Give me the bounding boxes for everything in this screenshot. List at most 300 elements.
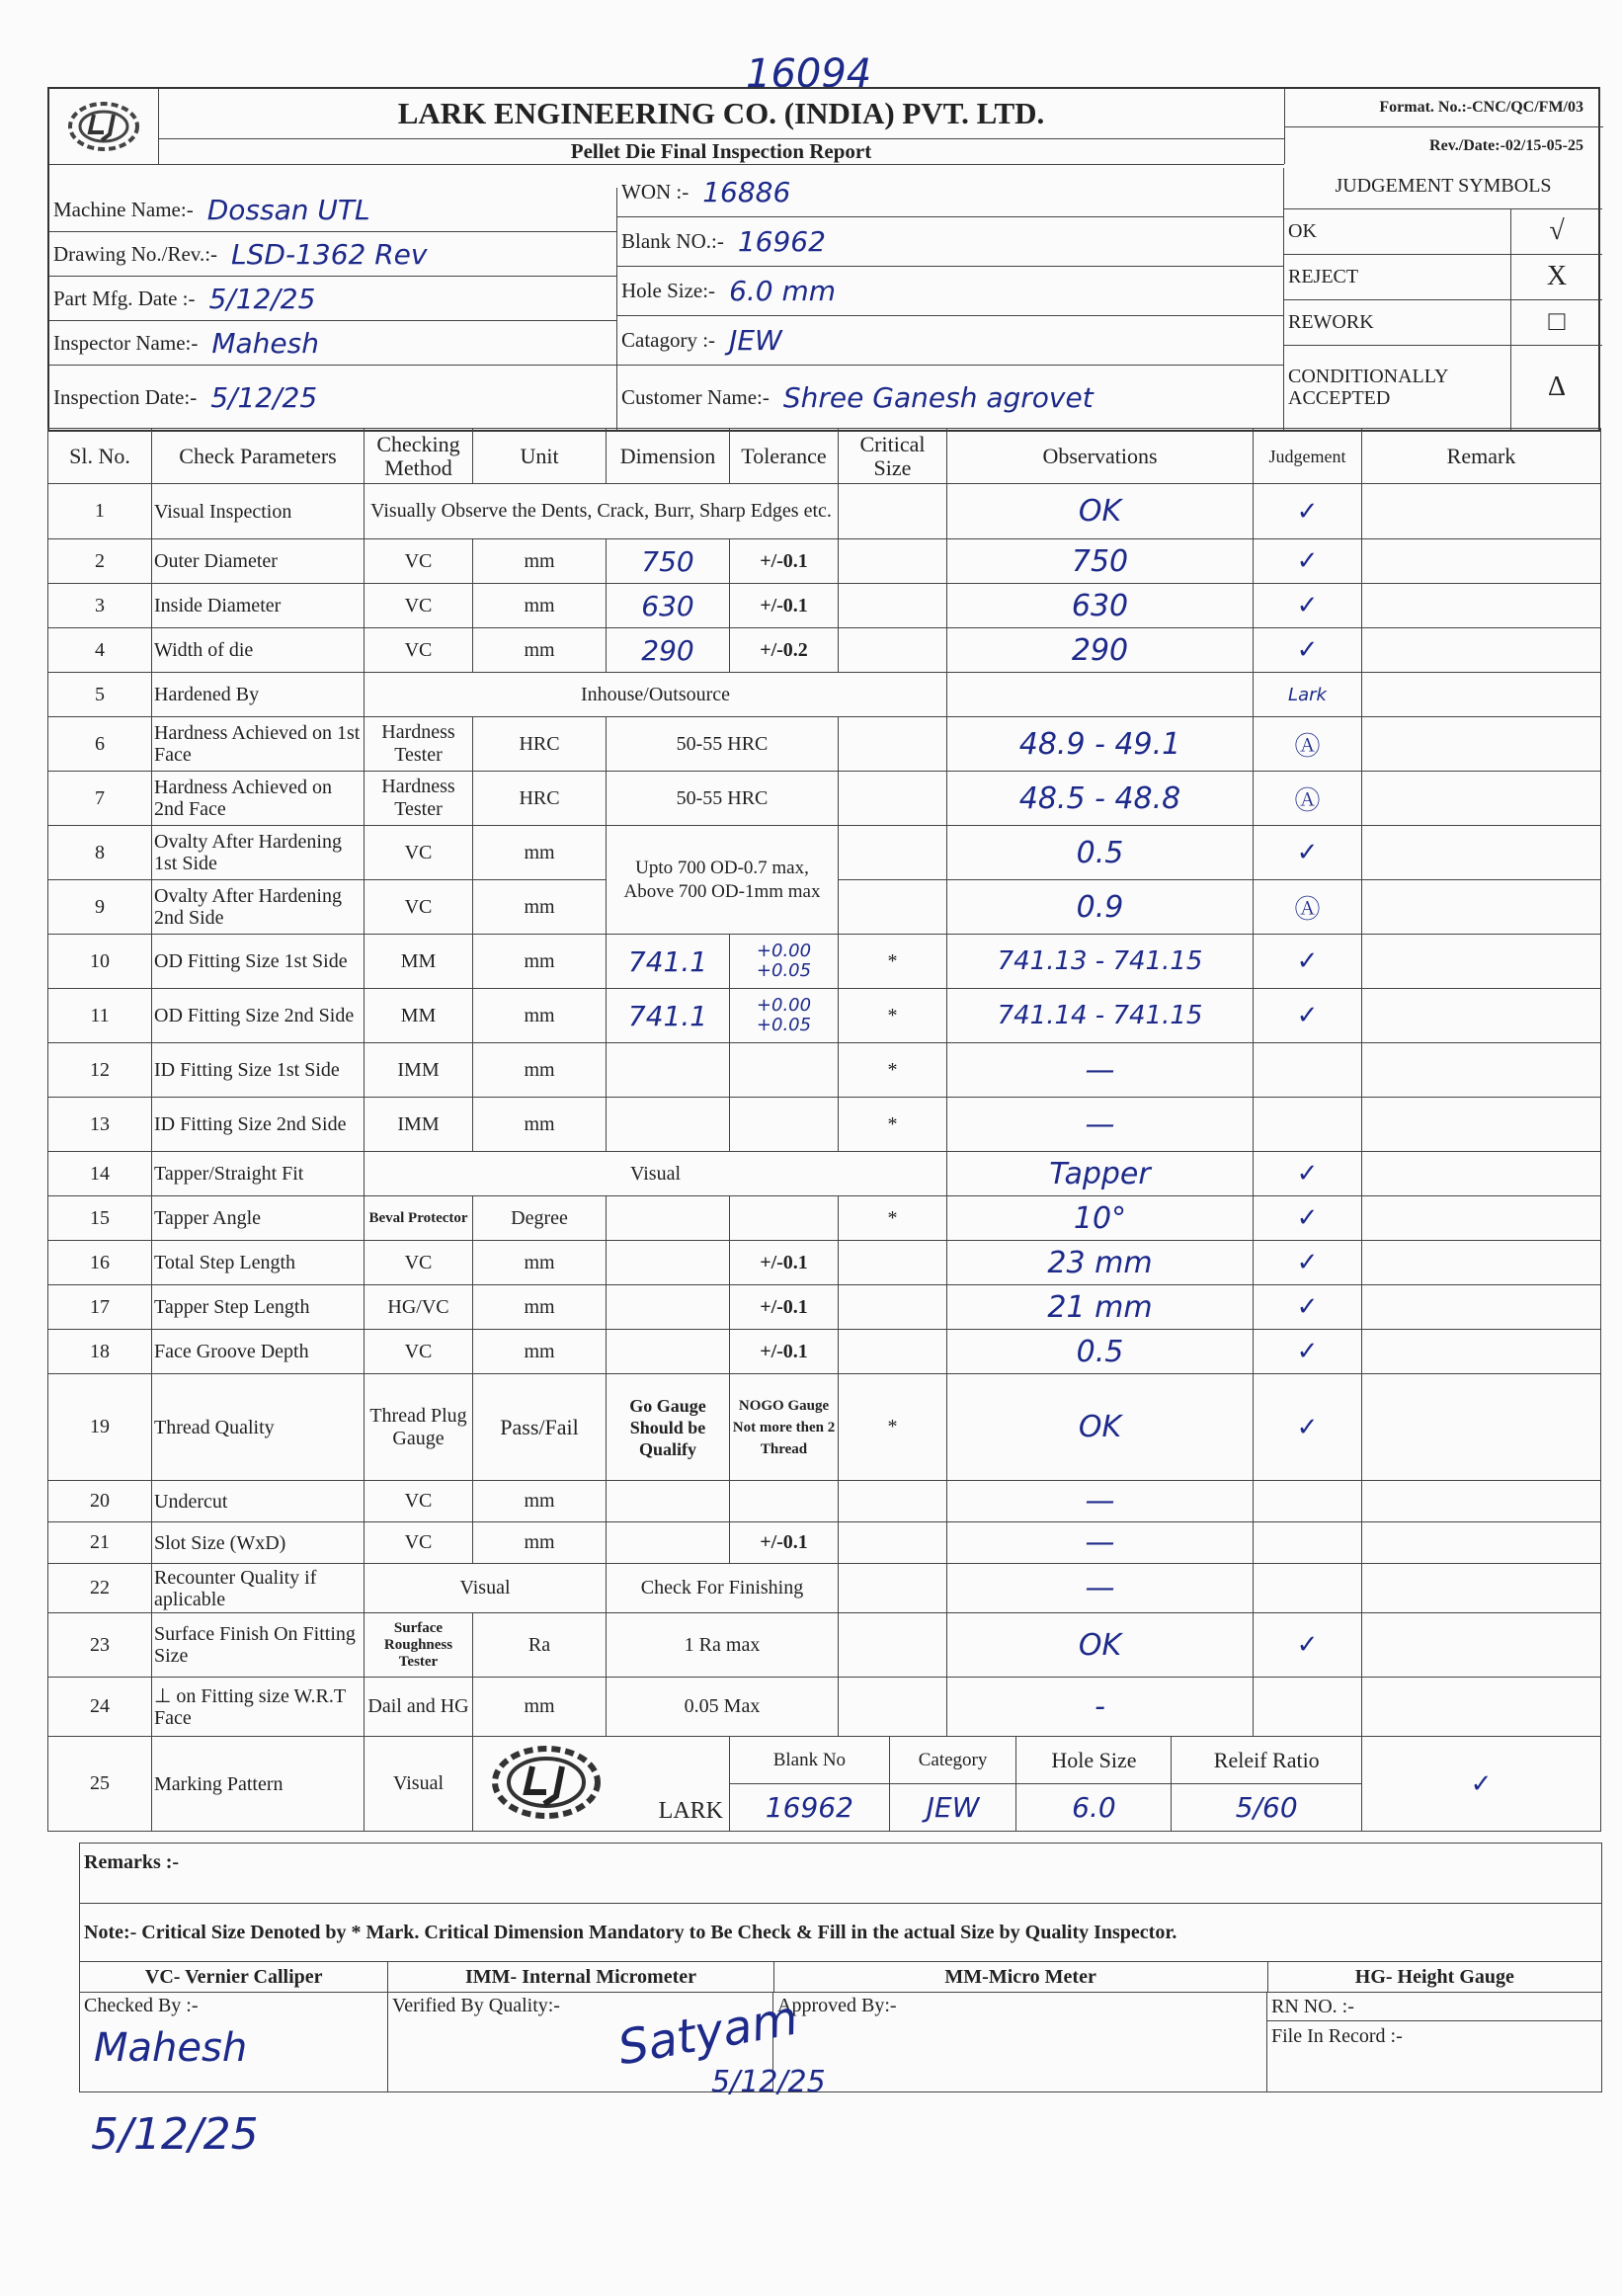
observation[interactable]: 0.9	[947, 880, 1254, 935]
checking-method: Beval Protector	[365, 1196, 473, 1241]
judgement-ok	[1284, 208, 1602, 255]
judgement-mark[interactable]: ✓	[1254, 1613, 1362, 1678]
observation[interactable]: 630	[947, 584, 1254, 628]
observation[interactable]: 21 mm	[947, 1285, 1254, 1330]
sl-no: 19	[48, 1374, 152, 1481]
judgement-mark[interactable]: ✓	[1254, 1285, 1362, 1330]
observation[interactable]: 290	[947, 628, 1254, 673]
marking-pattern-stamp	[473, 1737, 730, 1832]
customer-value[interactable]: Shree Ganesh agrovet	[782, 381, 1094, 414]
checking-method: VC	[365, 539, 473, 584]
sl-no: 5	[48, 673, 152, 717]
tolerance-upper: +0.00	[756, 995, 812, 1016]
unit: mm	[473, 584, 607, 628]
unit: mm	[473, 1481, 607, 1522]
observation[interactable]: 0.5	[947, 826, 1254, 880]
observation[interactable]: OK	[947, 1613, 1254, 1678]
table-header	[48, 429, 1601, 484]
col-check-parameters: Check Parameters	[152, 429, 365, 484]
unit: mm	[473, 1043, 607, 1098]
judgement-mark[interactable]: ✓	[1254, 484, 1362, 539]
abbr-mm: MM-Micro Meter	[774, 1962, 1268, 1992]
checking-method: VC	[365, 1481, 473, 1522]
judgement-mark[interactable]: ✓	[1254, 539, 1362, 584]
remark-cell[interactable]	[1362, 1330, 1601, 1374]
won-value[interactable]: 16886	[702, 176, 791, 208]
check-parameter: Undercut	[152, 1481, 365, 1522]
remark-cell[interactable]	[1362, 1481, 1601, 1522]
remarks-row	[80, 1843, 1601, 1903]
checking-method: Visual	[365, 1564, 607, 1613]
unit: mm	[473, 539, 607, 584]
remark-cell[interactable]	[1362, 1613, 1601, 1678]
judgement-mark[interactable]: Lark	[1254, 673, 1362, 717]
machine-name-row	[49, 188, 617, 232]
checking-method: VC	[365, 1522, 473, 1564]
unit: Degree	[473, 1196, 607, 1241]
mp-releif-ratio-value[interactable]: 5/60	[1172, 1784, 1361, 1832]
observation[interactable]: OK	[947, 1374, 1254, 1481]
dimension[interactable]: 741.1	[607, 935, 730, 989]
critical-mark: *	[839, 1098, 947, 1152]
inspection-date-value[interactable]: 5/12/25	[210, 381, 318, 414]
abbr-hg: HG- Height Gauge	[1354, 1965, 1514, 1988]
judgement-mark[interactable]: ✓	[1254, 989, 1362, 1043]
critical-size	[839, 628, 947, 673]
company-logo	[49, 89, 159, 165]
dimension[interactable]: 290	[607, 628, 730, 673]
table-row	[48, 935, 1601, 989]
checking-method: VC	[365, 584, 473, 628]
unit: mm	[473, 1285, 607, 1330]
tolerance: +/-0.1	[730, 1330, 839, 1374]
col-critical-size: Critical Size	[839, 429, 947, 484]
check-parameter: Visual Inspection	[152, 484, 365, 539]
tolerance: +/-0.1	[730, 1522, 839, 1564]
remark-cell[interactable]	[1362, 1285, 1601, 1330]
check-parameter: OD Fitting Size 2nd Side	[152, 989, 365, 1043]
check-parameter: Slot Size (WxD)	[152, 1522, 365, 1564]
judgement-mark[interactable]	[1254, 1481, 1362, 1522]
sl-no: 4	[48, 628, 152, 673]
judgement-mark[interactable]: Ⓐ	[1254, 772, 1362, 826]
abbreviations-row	[80, 1961, 1601, 1992]
checking-method: Hardness Tester	[365, 772, 473, 826]
dimension[interactable]	[607, 1241, 730, 1285]
checking-method: Visual	[365, 1737, 473, 1832]
dimension: 50-55 HRC	[607, 717, 839, 772]
blank-label: Blank NO.:-	[621, 229, 724, 253]
mp-header-releif-ratio: Releif Ratio	[1172, 1737, 1361, 1784]
check-parameter: Hardened By	[152, 673, 365, 717]
hole-size-label: Hole Size:-	[621, 279, 716, 302]
unit: mm	[473, 1241, 607, 1285]
judgement-mark[interactable]: ✓	[1254, 1241, 1362, 1285]
check-parameter: ID Fitting Size 2nd Side	[152, 1098, 365, 1152]
judgement-reject	[1284, 254, 1602, 300]
critical-size	[839, 1678, 947, 1737]
check-parameter: ⊥ on Fitting size W.R.T Face	[152, 1678, 365, 1737]
table-row	[48, 1522, 1601, 1564]
observation[interactable]: 48.5 - 48.8	[947, 772, 1254, 826]
remark-cell[interactable]	[1362, 584, 1601, 628]
remark-cell[interactable]	[1362, 935, 1601, 989]
check-mark-icon: √	[1549, 215, 1565, 246]
remark-cell[interactable]	[1362, 1374, 1601, 1481]
mp-header-blank: Blank No	[730, 1737, 889, 1784]
mfg-date-label: Part Mfg. Date :-	[53, 286, 196, 310]
observation[interactable]: 0.5	[947, 1330, 1254, 1374]
judgement-mark[interactable]	[1254, 1043, 1362, 1098]
judgement-mark[interactable]	[1254, 1678, 1362, 1737]
checking-method: Visual	[365, 1152, 947, 1196]
machine-name-value[interactable]: Dossan UTL	[206, 193, 370, 226]
judgement-mark[interactable]	[1254, 1564, 1362, 1613]
sl-no: 14	[48, 1152, 152, 1196]
tolerance[interactable]	[730, 1196, 839, 1241]
check-parameter: Tapper Step Length	[152, 1285, 365, 1330]
check-parameter: Total Step Length	[152, 1241, 365, 1285]
tolerance: +/-0.1	[730, 539, 839, 584]
tolerance[interactable]	[730, 1481, 839, 1522]
check-parameter: OD Fitting Size 1st Side	[152, 935, 365, 989]
judgement-mark[interactable]: ✓	[1254, 628, 1362, 673]
observation[interactable]: OK	[947, 484, 1254, 539]
checking-method: VC	[365, 880, 473, 935]
table-row	[48, 1241, 1601, 1285]
judgement-mark[interactable]: ✓	[1254, 826, 1362, 880]
remark-cell[interactable]	[1362, 826, 1601, 880]
inspection-table	[47, 428, 1601, 1832]
checking-method: VC	[365, 826, 473, 880]
unit: mm	[473, 1678, 607, 1737]
drawing-value[interactable]: LSD-1362 Rev	[231, 237, 428, 271]
hole-size-value[interactable]: 6.0 mm	[729, 275, 837, 307]
col-remark: Remark	[1362, 429, 1601, 484]
judgement-conditional	[1284, 345, 1602, 430]
check-parameter: Surface Finish On Fitting Size	[152, 1613, 365, 1678]
sl-no: 13	[48, 1098, 152, 1152]
sl-no: 15	[48, 1196, 152, 1241]
check-parameter: Thread Quality	[152, 1374, 365, 1481]
tolerance: +/-0.1	[730, 584, 839, 628]
judgement-mark[interactable]: ✓	[1254, 584, 1362, 628]
judgement-mark[interactable]: ✓	[1254, 935, 1362, 989]
table-row	[48, 1330, 1601, 1374]
verifier-signature: Satyam	[613, 1990, 802, 2077]
remark-cell[interactable]	[1362, 989, 1601, 1043]
dimension[interactable]	[607, 1043, 730, 1098]
customer-row	[617, 366, 1284, 430]
col-unit: Unit	[473, 429, 607, 484]
judgement-mark[interactable]: ✓	[1254, 1374, 1362, 1481]
critical-size	[839, 772, 947, 826]
check-parameter: Recounter Quality if aplicable	[152, 1564, 365, 1613]
observation[interactable]: 10°	[947, 1196, 1254, 1241]
tolerance[interactable]	[730, 1043, 839, 1098]
mp-header-hole-size: Hole Size	[1016, 1737, 1172, 1784]
unit: Ra	[473, 1613, 607, 1678]
table-row	[48, 1613, 1601, 1678]
check-parameter: Outer Diameter	[152, 539, 365, 584]
observation[interactable]: —	[947, 1522, 1254, 1564]
critical-mark: *	[839, 1043, 947, 1098]
checking-method: Inhouse/Outsource	[365, 673, 947, 717]
unit: mm	[473, 1098, 607, 1152]
unit: mm	[473, 989, 607, 1043]
signoff-row	[80, 1992, 1601, 2091]
checking-method: Visually Observe the Dents, Crack, Burr, Sharp Edges etc.	[365, 484, 839, 539]
table-row	[48, 584, 1601, 628]
observation[interactable]	[947, 673, 1254, 717]
report-header	[47, 87, 1600, 432]
inspector-value[interactable]: Mahesh	[211, 326, 319, 360]
remark-cell[interactable]	[1362, 1196, 1601, 1241]
company-name: LARK ENGINEERING CO. (INDIA) PVT. LTD.	[158, 89, 1284, 139]
inspector-label: Inspector Name:-	[53, 330, 199, 355]
dimension[interactable]: 630	[607, 584, 730, 628]
remark-cell[interactable]	[1362, 1098, 1601, 1152]
approved-by-label: Approved By:-	[777, 1995, 897, 2016]
dimension: Check For Finishing	[607, 1564, 839, 1613]
revision-date: Rev./Date:-02/15-05-25	[1429, 137, 1583, 154]
sl-no: 7	[48, 772, 152, 826]
observation[interactable]: 23 mm	[947, 1241, 1254, 1285]
dimension[interactable]	[607, 1098, 730, 1152]
triangle-icon: Δ	[1547, 371, 1566, 402]
drawing-label: Drawing No./Rev.:-	[53, 241, 218, 266]
remark-cell[interactable]	[1362, 628, 1601, 673]
checking-method: MM	[365, 989, 473, 1043]
dimension: 50-55 HRC	[607, 772, 839, 826]
observation[interactable]: 750	[947, 539, 1254, 584]
judgement-mark[interactable]	[1254, 1098, 1362, 1152]
blank-value[interactable]: 16962	[737, 225, 826, 258]
check-parameter: Width of die	[152, 628, 365, 673]
mp-category-value[interactable]: JEW	[889, 1784, 1016, 1832]
judgement-mark[interactable]: ✓	[1254, 1196, 1362, 1241]
marking-pattern-details	[730, 1737, 1362, 1832]
dimension[interactable]	[607, 1522, 730, 1564]
dimension[interactable]	[607, 1196, 730, 1241]
rn-no-label[interactable]: RN NO. :-	[1267, 1993, 1601, 2021]
unit: mm	[473, 1330, 607, 1374]
col-sl-no: Sl. No.	[48, 429, 152, 484]
critical-mark: *	[839, 1196, 947, 1241]
remark-cell[interactable]	[1362, 1043, 1601, 1098]
observation[interactable]: —	[947, 1481, 1254, 1522]
critical-size	[839, 1613, 947, 1678]
sl-no: 25	[48, 1737, 152, 1832]
remark-cell[interactable]	[1362, 1564, 1601, 1613]
lark-gear-logo-icon	[487, 1743, 615, 1822]
sl-no: 6	[48, 717, 152, 772]
critical-size	[839, 1564, 947, 1613]
check-parameter: Ovalty After Hardening 2nd Side	[152, 880, 365, 935]
observation[interactable]: —	[947, 1043, 1254, 1098]
observation[interactable]: Tapper	[947, 1152, 1254, 1196]
file-in-record-label[interactable]: File In Record :-	[1271, 2025, 1403, 2047]
mfg-date-value[interactable]: 5/12/25	[208, 282, 316, 315]
sl-no: 2	[48, 539, 152, 584]
col-checking-method: Checking Method	[365, 429, 473, 484]
category-value[interactable]: JEW	[729, 324, 782, 357]
machine-name-label: Machine Name:-	[53, 197, 194, 221]
dimension[interactable]	[607, 1481, 730, 1522]
tolerance[interactable]	[730, 989, 839, 1043]
tolerance-upper: +0.00	[756, 941, 812, 961]
checking-method: HG/VC	[365, 1285, 473, 1330]
table-row	[48, 1098, 1601, 1152]
judgement-mark[interactable]	[1254, 1522, 1362, 1564]
table-row	[48, 1152, 1601, 1196]
table-row	[48, 673, 1601, 717]
col-observations: Observations	[947, 429, 1254, 484]
sl-no: 21	[48, 1522, 152, 1564]
report-footer	[79, 1843, 1602, 2092]
remark-cell[interactable]	[1362, 1152, 1601, 1196]
critical-note: Note:- Critical Size Denoted by * Mark. Critical Dimension Mandatory to Be Check & Fill in the actual Size by Quality Inspector.	[80, 1903, 1601, 1961]
table-row	[48, 772, 1601, 826]
critical-size	[839, 484, 947, 539]
remark-cell[interactable]	[1362, 772, 1601, 826]
mp-hole-size-value[interactable]: 6.0	[1016, 1784, 1172, 1832]
check-parameter: Tapper/Straight Fit	[152, 1152, 365, 1196]
table-row	[48, 989, 1601, 1043]
critical-mark: *	[839, 989, 947, 1043]
inspector-row	[49, 321, 617, 366]
abbr-vc: VC- Vernier Calliper	[80, 1962, 388, 1992]
check-parameter: Marking Pattern	[152, 1737, 365, 1832]
checking-method: VC	[365, 1241, 473, 1285]
observation[interactable]: 741.13 - 741.15	[947, 935, 1254, 989]
critical-mark: *	[839, 935, 947, 989]
check-parameter: Ovalty After Hardening 1st Side	[152, 826, 365, 880]
check-parameter: Inside Diameter	[152, 584, 365, 628]
checker-date: 5/12/25	[91, 2109, 259, 2160]
col-tolerance: Tolerance	[730, 429, 839, 484]
sl-no: 24	[48, 1678, 152, 1737]
table-row	[48, 1374, 1601, 1481]
checking-method: Hardness Tester	[365, 717, 473, 772]
drawing-row	[49, 232, 617, 277]
format-number: Format. No.:-CNC/QC/FM/03	[1285, 89, 1603, 127]
abbr-imm: IMM- Internal Micrometer	[388, 1962, 773, 1992]
sl-no: 10	[48, 935, 152, 989]
approved-by-cell[interactable]	[773, 1993, 1267, 2091]
observation[interactable]: -	[947, 1678, 1254, 1737]
remark-cell[interactable]	[1362, 717, 1601, 772]
tolerance[interactable]	[730, 1098, 839, 1152]
judgement-mark[interactable]: Ⓐ	[1254, 717, 1362, 772]
observation[interactable]: —	[947, 1564, 1254, 1613]
square-icon: □	[1548, 306, 1566, 337]
unit: HRC	[473, 717, 607, 772]
unit: mm	[473, 628, 607, 673]
checking-method: Surface Roughness Tester	[365, 1613, 473, 1678]
checking-method: VC	[365, 1330, 473, 1374]
dimension[interactable]: 750	[607, 539, 730, 584]
table-row	[48, 826, 1601, 880]
sl-no: 22	[48, 1564, 152, 1613]
checked-by-label: Checked By :-	[84, 1995, 199, 2016]
sl-no: 18	[48, 1330, 152, 1374]
remark-cell[interactable]	[1362, 880, 1601, 935]
remark-cell[interactable]	[1362, 1241, 1601, 1285]
record-cell	[1267, 1993, 1601, 2091]
judgement-reject-label: REJECT	[1288, 254, 1511, 299]
dimension: 0.05 Max	[607, 1678, 839, 1737]
remark-cell[interactable]	[1362, 1522, 1601, 1564]
judgement-mark[interactable]: ✓	[1254, 1330, 1362, 1374]
checker-signature: Mahesh	[94, 2025, 248, 2071]
unit: mm	[473, 826, 607, 880]
judgement-mark[interactable]: ✓	[1362, 1737, 1601, 1832]
unit: mm	[473, 880, 607, 935]
mark-text: LARK	[658, 1798, 723, 1824]
checking-method: MM	[365, 935, 473, 989]
mp-blank-value[interactable]: 16962	[730, 1784, 889, 1832]
won-label: WON :-	[621, 180, 689, 204]
judgement-mark[interactable]: ✓	[1254, 1152, 1362, 1196]
unit: Pass/Fail	[473, 1374, 607, 1481]
dimension[interactable]: 741.1	[607, 989, 730, 1043]
observation[interactable]: 48.9 - 49.1	[947, 717, 1254, 772]
check-parameter: ID Fitting Size 1st Side	[152, 1043, 365, 1098]
checking-method: VC	[365, 628, 473, 673]
sl-no: 1	[48, 484, 152, 539]
dimension: Upto 700 OD-0.7 max, Above 700 OD-1mm max	[607, 826, 839, 935]
critical-size	[839, 1481, 947, 1522]
check-parameter: Hardness Achieved on 2nd Face	[152, 772, 365, 826]
remark-cell[interactable]	[1362, 484, 1601, 539]
observation[interactable]: 741.14 - 741.15	[947, 989, 1254, 1043]
checking-method: IMM	[365, 1098, 473, 1152]
sl-no: 12	[48, 1043, 152, 1098]
tolerance[interactable]	[730, 935, 839, 989]
critical-size	[839, 1330, 947, 1374]
judgement-rework-label: REWORK	[1288, 299, 1511, 345]
critical-size	[839, 1522, 947, 1564]
table-row	[48, 1196, 1601, 1241]
dimension[interactable]	[607, 1330, 730, 1374]
judgement-mark[interactable]: Ⓐ	[1254, 880, 1362, 935]
format-box	[1284, 89, 1603, 164]
checking-method: IMM	[365, 1043, 473, 1098]
tolerance-lower: +0.05	[756, 1015, 812, 1035]
col-dimension: Dimension	[607, 429, 730, 484]
tolerance: +/-0.1	[730, 1285, 839, 1330]
remark-cell[interactable]	[1362, 673, 1601, 717]
tolerance: +/-0.1	[730, 1241, 839, 1285]
judgement-ok-label: OK	[1288, 208, 1511, 254]
mfg-date-row	[49, 277, 617, 321]
observation[interactable]: —	[947, 1098, 1254, 1152]
dimension[interactable]	[607, 1285, 730, 1330]
table-row	[48, 628, 1601, 673]
inspection-date-label: Inspection Date:-	[53, 385, 198, 409]
sl-no: 16	[48, 1241, 152, 1285]
table-row	[48, 717, 1601, 772]
report-title: Pellet Die Final Inspection Report	[158, 138, 1284, 165]
verifier-date: 5/12/25	[711, 2065, 826, 2099]
sl-no: 9	[48, 880, 152, 935]
table-row	[48, 1043, 1601, 1098]
remark-cell[interactable]	[1362, 1678, 1601, 1737]
critical-size	[839, 717, 947, 772]
remark-cell[interactable]	[1362, 539, 1601, 584]
checking-method: Thread Plug Gauge	[365, 1374, 473, 1481]
